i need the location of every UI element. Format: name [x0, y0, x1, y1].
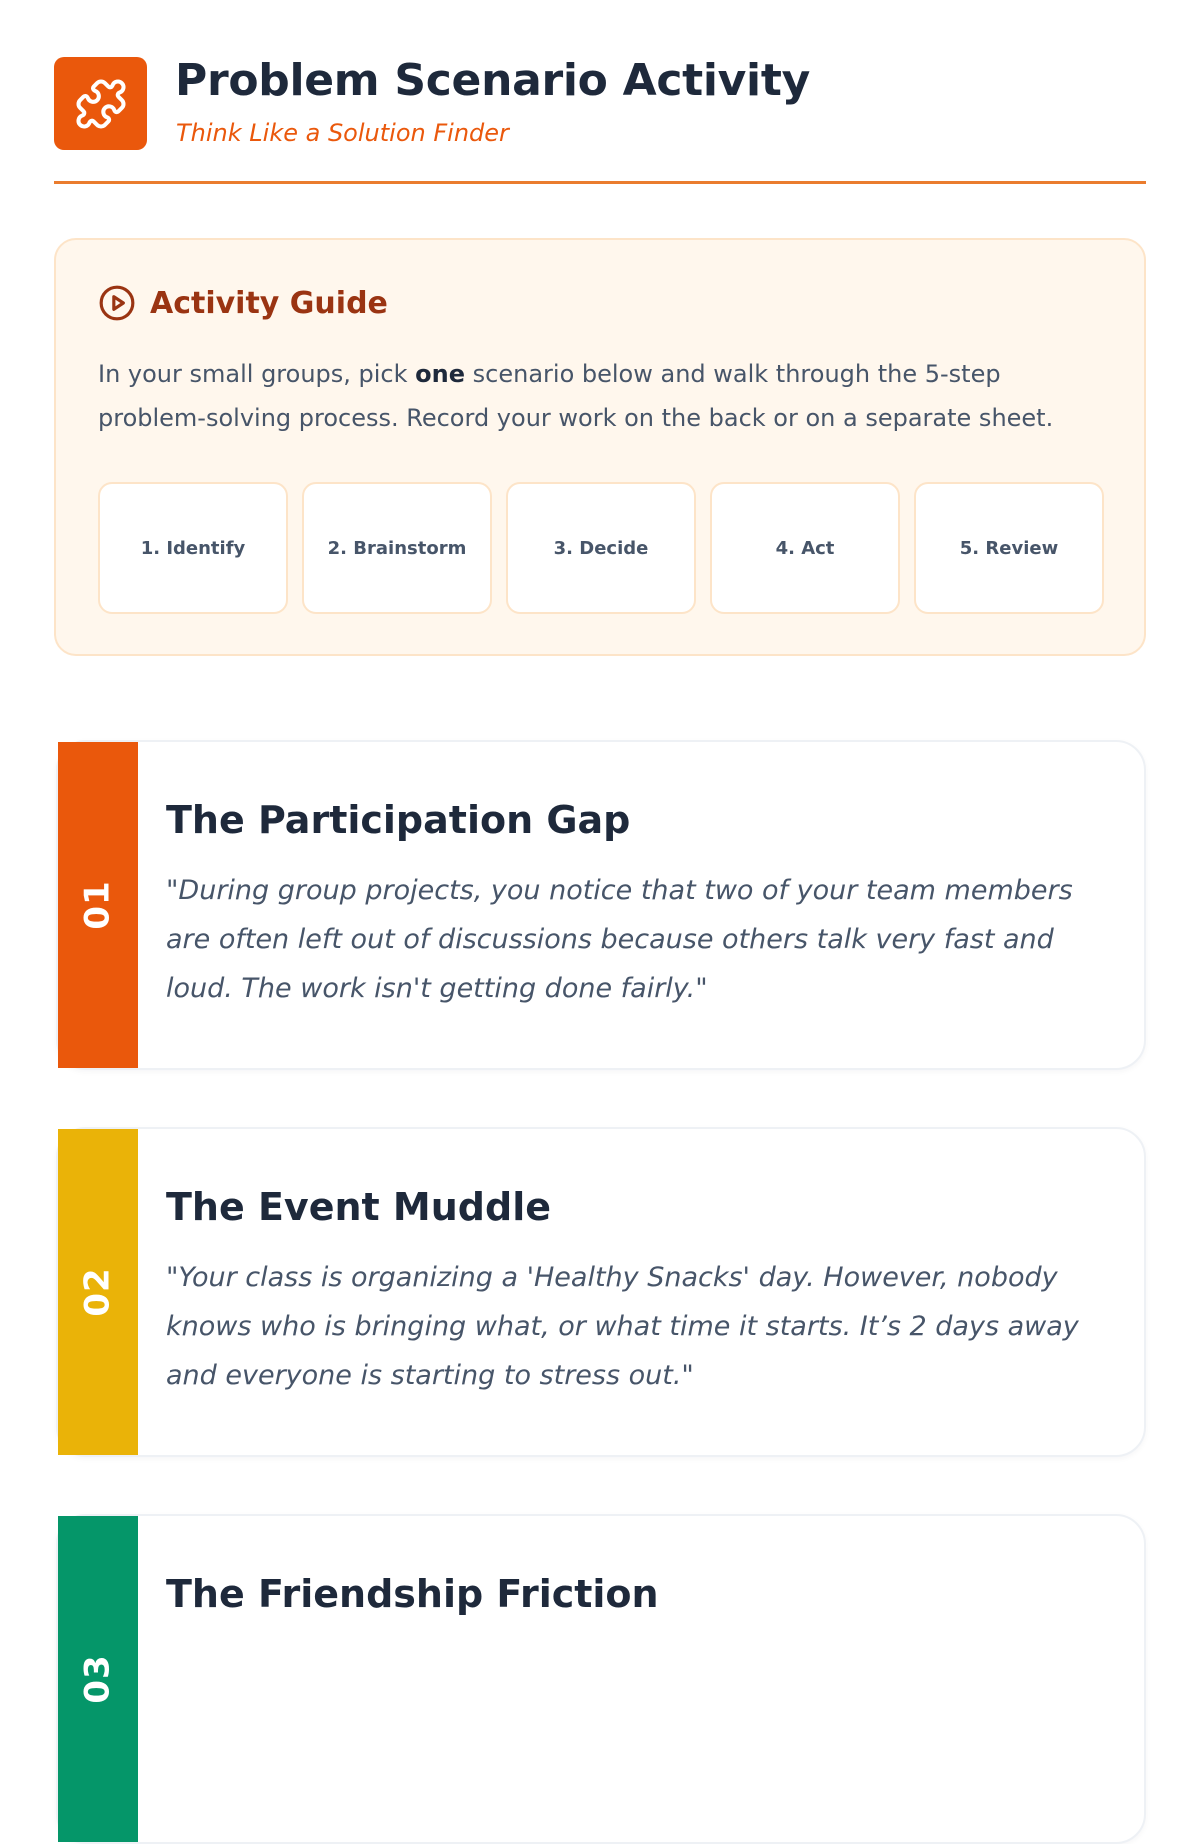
scenario-title: The Friendship Friction: [166, 1572, 659, 1616]
scenario-number: 01: [77, 880, 118, 930]
scenario-card: [56, 1127, 1146, 1457]
step-review: 5. Review: [914, 482, 1104, 614]
emphasis-one: one: [415, 360, 466, 388]
page-title: Problem Scenario Activity: [175, 55, 810, 106]
scenario-title: The Participation Gap: [166, 798, 631, 842]
scenario-number-strip: [58, 1516, 138, 1842]
page-subtitle: Think Like a Solution Finder: [176, 119, 509, 147]
scenario-number-strip: [58, 742, 138, 1068]
step-identify: 1. Identify: [98, 482, 288, 614]
scenario-card: [56, 740, 1146, 1070]
activity-guide-panel: [54, 238, 1146, 656]
step-decide: 3. Decide: [506, 482, 696, 614]
step-act: 4. Act: [710, 482, 900, 614]
activity-guide-heading: [98, 284, 388, 322]
scenario-number-strip: [58, 1129, 138, 1455]
activity-guide-instructions: In your small groups, pick one scenario below and walk through the 5-step problem-solving process. Record your work on the back or on a separate sheet.: [98, 360, 1054, 432]
page-header: [54, 57, 1146, 185]
step-brainstorm: 2. Brainstorm: [302, 482, 492, 614]
scenario-number: 02: [77, 1267, 118, 1317]
activity-guide-title: Activity Guide: [150, 285, 388, 321]
scenario-description: "Your class is organizing a 'Healthy Snacks' day. However, nobody knows who is bringing what, or what time it starts. It’s 2 days away and everyone is starting to stress out.": [166, 1262, 1079, 1391]
process-steps: [98, 482, 1104, 614]
header-divider: [54, 181, 1146, 184]
scenario-description: "During group projects, you notice that two of your team members are often left out of discussions because others talk very fast and loud. The work isn't getting done fairly.": [166, 875, 1073, 1004]
play-circle-icon: [98, 284, 136, 322]
scenario-card: [56, 1514, 1146, 1844]
scenario-number: 03: [77, 1654, 118, 1704]
puzzle-icon: [54, 57, 147, 150]
scenario-title: The Event Muddle: [166, 1185, 551, 1229]
